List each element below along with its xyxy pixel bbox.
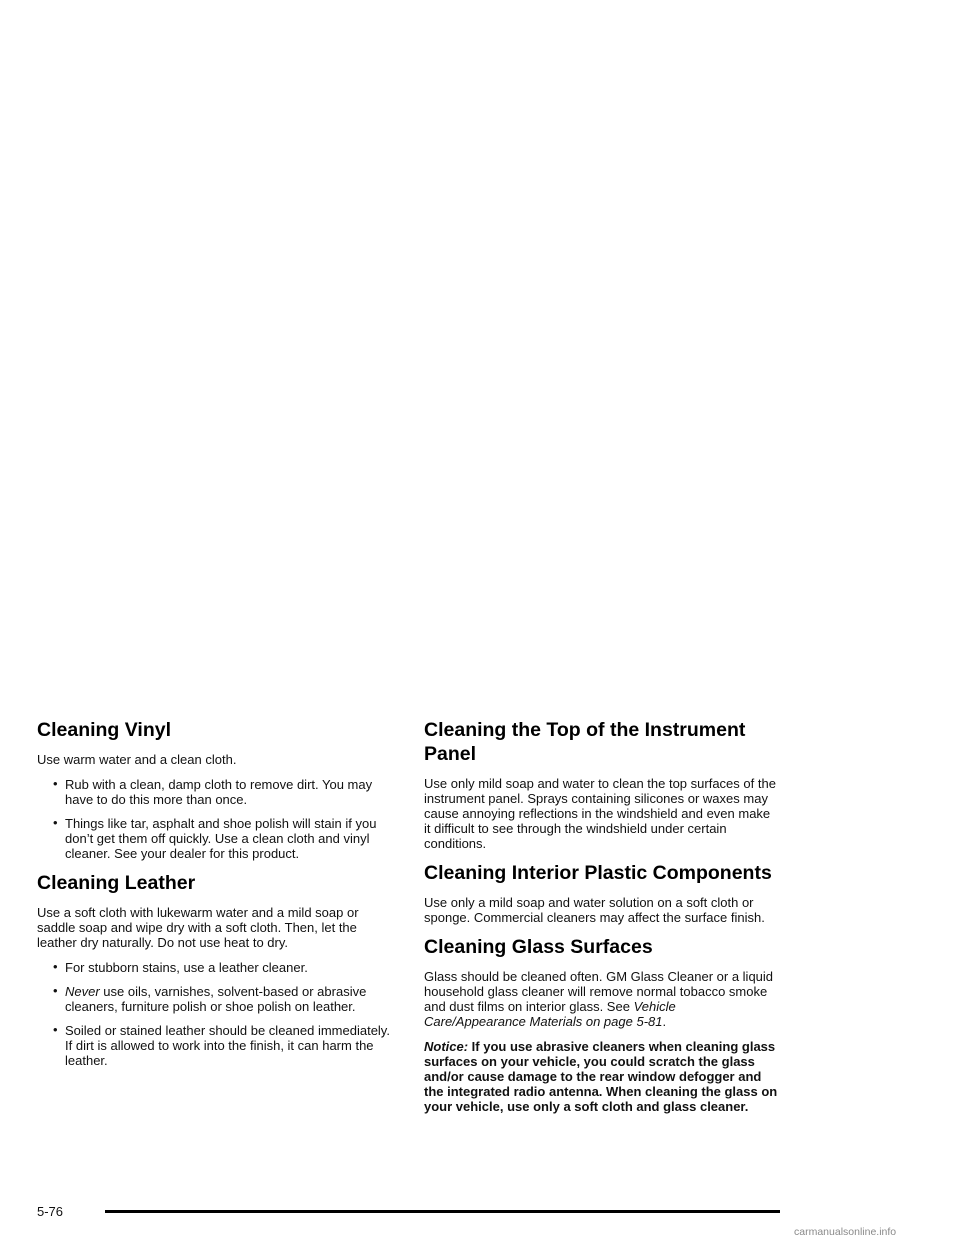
plastic-body: Use only a mild soap and water solution on a soft cloth or sponge. Commercial cleaners may affect the surface finish. bbox=[424, 895, 765, 925]
leather-intro: Use a soft cloth with lukewarm water and a mild soap or saddle soap and wipe dry with a soft cloth. Then, let the leather dry naturally. Do not use heat to dry. bbox=[37, 905, 359, 950]
bullet-icon: • bbox=[53, 983, 58, 998]
notice-text: If you use abrasive cleaners when cleaning glass surfaces on your vehicle, you could scratch the glass and/or cause damage to the rear window defogger and the integrated radio antenna. When cleaning the glass on your vehicle, use only a soft cloth and glass cleaner. bbox=[424, 1039, 778, 1114]
heading-plastic-components: Cleaning Interior Plastic Components bbox=[424, 862, 772, 884]
never-emphasis: Never bbox=[65, 984, 100, 999]
bullet-icon: • bbox=[53, 959, 58, 974]
bullet-icon: • bbox=[53, 1022, 58, 1037]
section-glass-surfaces bbox=[424, 935, 780, 1114]
heading-instrument-panel: Cleaning the Top of the Instrument Panel bbox=[424, 719, 746, 765]
bullet-icon: • bbox=[53, 815, 58, 830]
right-column bbox=[424, 718, 780, 1124]
leather-bullet-list bbox=[37, 960, 397, 1068]
footer-rule bbox=[105, 1210, 780, 1213]
list-item: • Things like tar, asphalt and shoe polish will stain if you don’t get them off quickly. Use a clean cloth and vinyl cleaner. See your dealer for this product. bbox=[53, 815, 377, 861]
section-cleaning-leather bbox=[37, 871, 397, 1068]
heading-cleaning-leather: Cleaning Leather bbox=[37, 872, 196, 894]
list-item: • Never use oils, varnishes, solvent-based or abrasive cleaners, furniture polish or shoe polish on leather. bbox=[53, 983, 367, 1014]
watermark: carmanualsonline.info bbox=[794, 1226, 897, 1238]
notice bbox=[424, 1039, 780, 1114]
bullet-icon: • bbox=[53, 776, 58, 791]
page-number: 5-76 bbox=[37, 1204, 64, 1219]
notice-label: Notice: bbox=[424, 1039, 469, 1054]
list-item: • Soiled or stained leather should be cleaned immediately. If dirt is allowed to work into the finish, it can harm the leather. bbox=[53, 1022, 390, 1068]
page-reference-link[interactable]: Vehicle Care/Appearance Materials on page 5-81 bbox=[424, 999, 676, 1029]
list-item: • Rub with a clean, damp cloth to remove dirt. You may have to do this more than once. bbox=[53, 776, 373, 807]
vinyl-intro: Use warm water and a clean cloth. bbox=[37, 752, 237, 767]
heading-cleaning-vinyl: Cleaning Vinyl bbox=[37, 719, 172, 741]
left-column bbox=[37, 718, 397, 1078]
vinyl-bullet-list bbox=[37, 777, 397, 861]
list-item: • For stubborn stains, use a leather cleaner. bbox=[53, 959, 308, 975]
section-cleaning-vinyl bbox=[37, 718, 397, 861]
section-plastic-components bbox=[424, 861, 780, 925]
panel-body: Use only mild soap and water to clean the top surfaces of the instrument panel. Sprays containing silicones or waxes may cause annoying reflections in the windshield and even make it difficult to see through the windshield under certain conditions. bbox=[424, 776, 776, 851]
glass-body: Glass should be cleaned often. GM Glass Cleaner or a liquid household glass cleaner will remove normal tobacco smoke and dust films on interior glass. See Vehicle Care/Appearance Materials on page 5-81. bbox=[424, 969, 774, 1029]
section-instrument-panel bbox=[424, 718, 780, 851]
heading-glass-surfaces: Cleaning Glass Surfaces bbox=[424, 936, 653, 958]
